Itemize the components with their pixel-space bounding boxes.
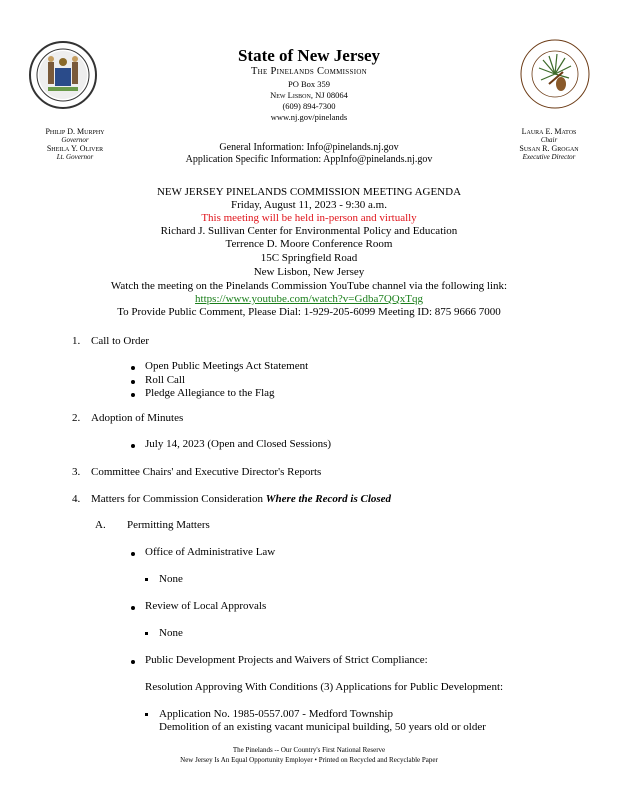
footer-reserve: The Pinelands -- Our Country's First National Reserve bbox=[232, 746, 386, 754]
item-reports: Committee Chairs' and Executive Director's Reports bbox=[91, 466, 322, 478]
bullet-roll-call: Roll Call bbox=[145, 374, 186, 386]
venue-name: Richard J. Sullivan Center for Environmental Policy and Education bbox=[160, 225, 458, 237]
bullet-local-approvals: Review of Local Approvals bbox=[145, 600, 267, 612]
bullet-opma-statement: Open Public Meetings Act Statement bbox=[145, 360, 309, 372]
footer-eeo bbox=[0, 756, 618, 764]
bullet-dot bbox=[131, 393, 135, 397]
item-adoption-of-minutes: Adoption of Minutes bbox=[91, 412, 184, 424]
meeting-date: Friday, August 11, 2023 - 9:30 a.m. bbox=[231, 199, 387, 211]
youtube-link[interactable]: https://www.youtube.com/watch?v=Gdba7QQxTqg bbox=[195, 293, 423, 305]
bullet-oal: Office of Administrative Law bbox=[145, 546, 276, 558]
application-number: Application No. 1985-0557.007 - Medford Township bbox=[159, 708, 393, 720]
resolution-text: Resolution Approving With Conditions (3) Applications for Public Development: bbox=[145, 681, 504, 693]
bullet-minutes-date: July 14, 2023 (Open and Closed Sessions) bbox=[145, 438, 332, 450]
bullet-dot bbox=[131, 366, 135, 370]
official-title: Chair bbox=[540, 136, 558, 144]
contact-application: Application Specific Information: AppInfo@pinelands.nj.gov bbox=[185, 154, 433, 165]
contact-general: General Information: Info@pinelands.nj.gov bbox=[219, 142, 399, 153]
phone-number: (609) 894-7300 bbox=[282, 101, 336, 111]
application-description: Demolition of an existing vacant municipal building, 50 years old or older bbox=[159, 721, 486, 733]
watch-instructions: Watch the meeting on the Pinelands Commission YouTube channel via the following link: bbox=[110, 280, 508, 292]
official-name: Sheila Y. Oliver bbox=[46, 144, 104, 153]
bullet-square bbox=[145, 632, 148, 635]
item-number: 4. bbox=[72, 493, 81, 505]
sub-none-oal: None bbox=[159, 573, 183, 585]
town: New Lisbon, New Jersey bbox=[253, 266, 365, 278]
city-address: New Lisbon, NJ 08064 bbox=[270, 90, 348, 100]
state-title: State of New Jersey bbox=[237, 46, 381, 65]
website: www.nj.gov/pinelands bbox=[270, 112, 348, 122]
po-box: PO Box 359 bbox=[287, 79, 331, 89]
bullet-public-development: Public Development Projects and Waivers of Strict Compliance: bbox=[145, 654, 428, 666]
official-name: Philip D. Murphy bbox=[45, 127, 105, 136]
official-title: Lt. Governor bbox=[56, 153, 94, 161]
official-name: Susan R. Grogan bbox=[519, 144, 579, 153]
footer-eeo-text: New Jersey Is An Equal Opportunity Employer bbox=[180, 756, 313, 764]
room-name: Terrence D. Moore Conference Room bbox=[225, 238, 393, 250]
bullet-dot bbox=[131, 552, 135, 556]
bullet-dot bbox=[131, 444, 135, 448]
subitem-permitting-matters: Permitting Matters bbox=[127, 519, 210, 531]
public-comment-dial: To Provide Public Comment, Please Dial: 1-929-205-6099 Meeting ID: 875 9666 7000 bbox=[117, 306, 501, 318]
footer-recycled-text: Printed on Recycled and Recyclable Paper bbox=[318, 756, 438, 764]
official-title: Executive Director bbox=[522, 153, 576, 161]
item-commission-consideration bbox=[91, 493, 391, 505]
street-address: 15C Springfield Road bbox=[260, 252, 358, 264]
official-title: Governor bbox=[61, 136, 89, 144]
item-number: 2. bbox=[72, 412, 81, 424]
sub-none-local: None bbox=[159, 627, 183, 639]
agenda-title: NEW JERSEY PINELANDS COMMISSION MEETING AGENDA bbox=[156, 186, 462, 198]
official-name: Laura E. Matos bbox=[521, 127, 577, 136]
item-label-emphasis: Where the Record is Closed bbox=[265, 493, 392, 505]
youtube-link-row bbox=[0, 293, 618, 305]
bullet-square bbox=[145, 578, 148, 581]
bullet-pledge: Pledge Allegiance to the Flag bbox=[145, 387, 275, 399]
item-label: Matters for Commission Consideration bbox=[91, 493, 266, 505]
item-number: 1. bbox=[72, 335, 81, 347]
footer-separator-dot: • bbox=[314, 756, 317, 764]
item-number: 3. bbox=[72, 466, 81, 478]
commission-name: The Pinelands Commission bbox=[250, 66, 368, 77]
bullet-square bbox=[145, 713, 148, 716]
meeting-notice: This meeting will be held in-person and virtually bbox=[201, 212, 417, 224]
bullet-dot bbox=[131, 606, 135, 610]
item-call-to-order: Call to Order bbox=[91, 335, 150, 347]
bullet-dot bbox=[131, 660, 135, 664]
bullet-dot bbox=[131, 380, 135, 384]
subitem-letter: A. bbox=[95, 519, 106, 531]
